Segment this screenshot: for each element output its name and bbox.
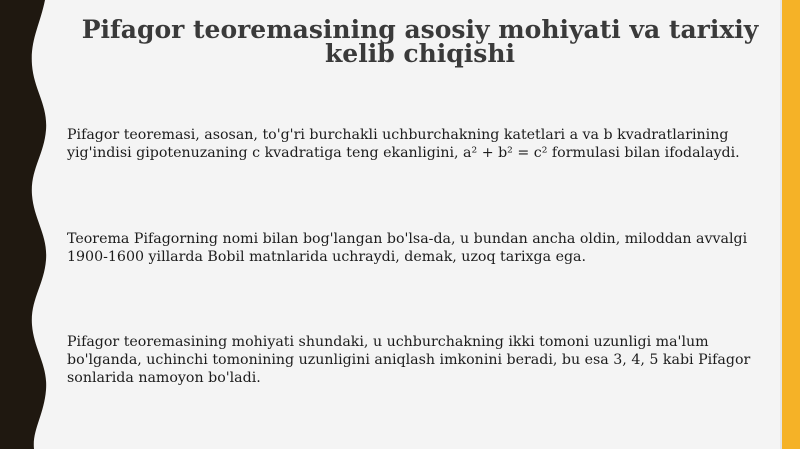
paragraph-3: Pifagor teoremasining mohiyati shundaki, u uchburchakning ikki tomoni uzunligi ma'lum bo'lganda, uchinchi tomonining uzunligini aniqlash imkonini beradi, bu esa 3, 4, 5 kabi Pifagor sonlarida namoyon bo'ladi. [67, 334, 751, 386]
paragraph-2: Teorema Pifagorning nomi bilan bog'langan bo'lsa-da, u bundan ancha oldin, miloddan avvalgi 1900-1600 yillarda Bobil matnlarida uchraydi, demak, uzoq tarixga ega. [67, 231, 748, 265]
paragraph-1: Pifagor teoremasi, asosan, to'g'ri burchakli uchburchakning katetlari a va b kvadratlarining yig'indisi gipotenuzaning c kvadratiga teng ekanligini, a² + b² = c² formulasi bilan ifodalaydi. [67, 127, 740, 161]
wavy-border-shape [0, 0, 46, 449]
wavy-left-border [0, 0, 60, 449]
accent-bar-right [782, 0, 800, 449]
slide-title: Pifagor teoremasining asosiy mohiyati va tarixiy kelib chiqishi [81, 15, 759, 68]
